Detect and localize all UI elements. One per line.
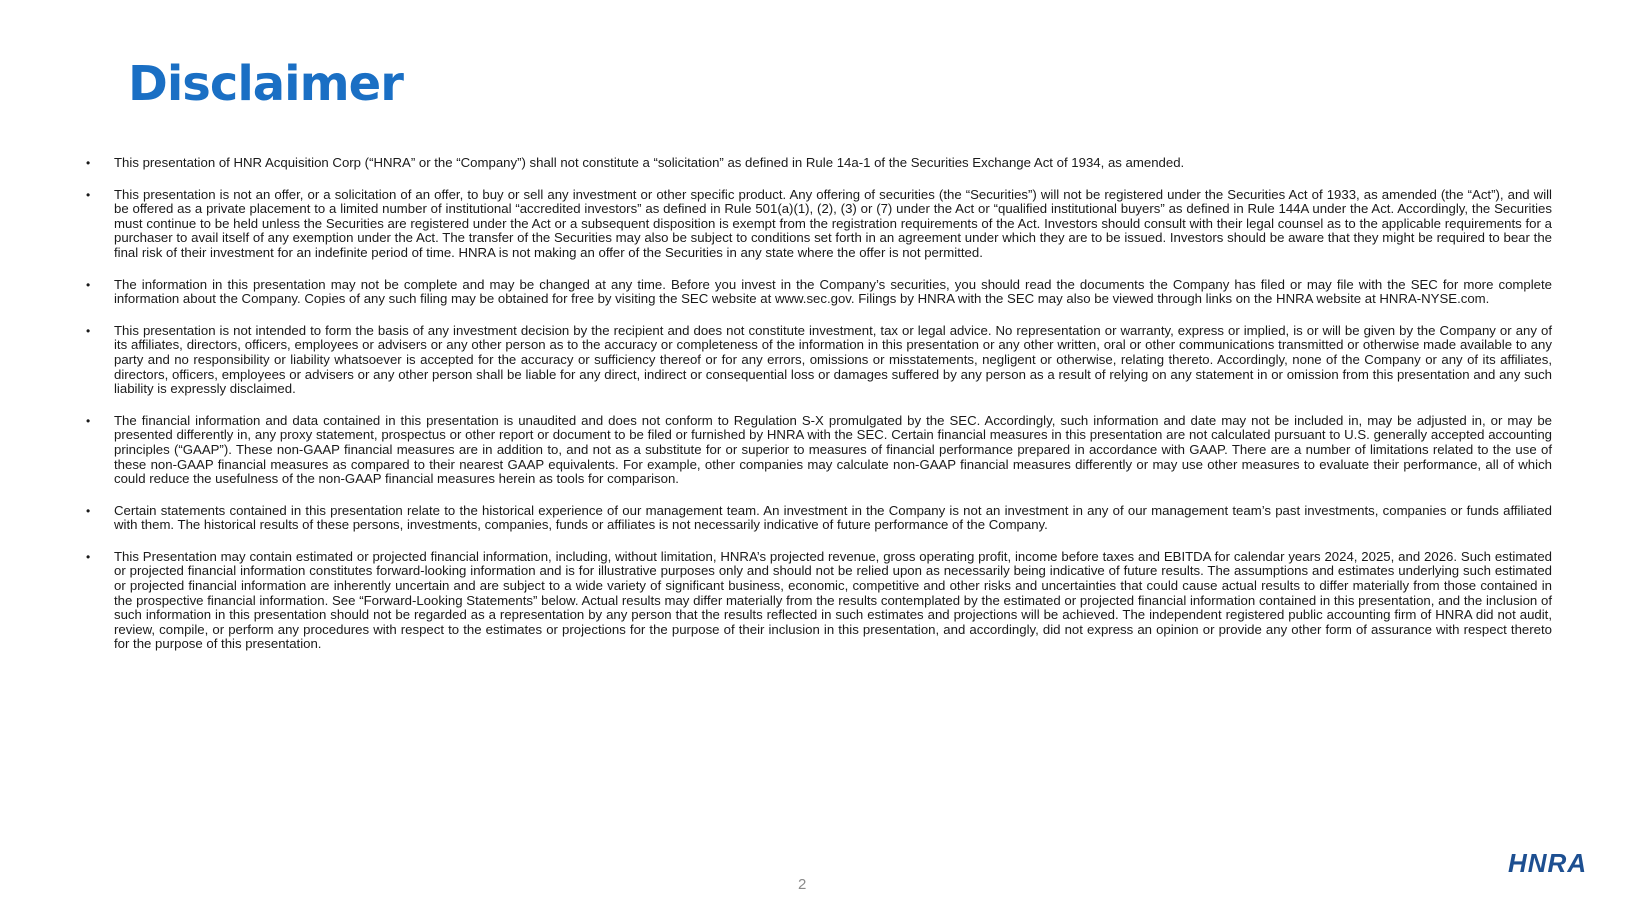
- list-item: [86, 414, 1552, 487]
- list-item: [86, 504, 1552, 533]
- disclaimer-text: Certain statements contained in this presentation relate to the historical experience of our management team. An investment in the Company is not an investment in any of our management team’s past investments, companies or funds affiliated with them. The historical results of these persons, investments, companies, funds or affiliates is not necessarily indicative of future performance of the Company.: [114, 502, 1552, 533]
- list-item: [86, 188, 1552, 261]
- bullet-icon: •: [86, 187, 91, 202]
- hnra-logo: HNRA: [1508, 848, 1588, 878]
- list-item: [86, 550, 1552, 652]
- list-item: [86, 156, 1552, 171]
- bullet-icon: •: [86, 323, 91, 338]
- disclaimer-text: The information in this presentation may not be complete and may be changed at any time. Before you invest in the Company’s securities, you should read the documents the Company has filed or may file with the SEC for more complete information about the Company. Copies of any such filing may be obtained for free by visiting the SEC website at www.sec.gov. Filings by HNRA with the SEC may also be viewed through links on the HNRA website at HNRA-NYSE.com.: [114, 276, 1552, 307]
- bullet-icon: •: [86, 156, 91, 170]
- page-number: 2: [798, 876, 807, 893]
- bullet-icon: •: [86, 549, 91, 564]
- list-item: [86, 278, 1552, 307]
- bullet-icon: •: [86, 503, 91, 518]
- list-item: [86, 324, 1552, 397]
- disclaimer-list: [86, 156, 1552, 669]
- bullet-icon: •: [86, 277, 91, 292]
- disclaimer-text: This Presentation may contain estimated or projected financial information, including, without limitation, HNRA’s projected revenue, gross operating profit, income before taxes and EBITDA for calendar years 2024, 2025, and 2026. Such estimated or projected financial information constitutes forward-looking information and is for illustrative purposes only and should not be relied upon as necessarily being indicative of future results. The assumptions and estimates underlying such estimated or projected financial information are inherently uncertain and are subject to a wide variety of significant business, economic, competitive and other risks and uncertainties that could cause actual results to differ materially from those contained in the prospective financial information. See “Forward-Looking Statements” below. Actual results may differ materially from the results contemplated by the estimated or projected financial information contained in this presentation, and the inclusion of such information in this presentation should not be regarded as a representation by any person that the results reflected in such estimates and projections will be achieved. The independent registered public accounting firm of HNRA did not audit, review, compile, or perform any procedures with respect to the estimates or projections for the purpose of their inclusion in this presentation, and accordingly, did not express an opinion or provide any other form of assurance with respect thereto for the purpose of this presentation.: [114, 548, 1552, 652]
- disclaimer-text: The financial information and data contained in this presentation is unaudited and does not conform to Regulation S-X promulgated by the SEC. Accordingly, such information and date may not be included in, may be adjusted in, or may be presented differently in, any proxy statement, prospectus or other report or document to be filed or furnished by HNRA with the SEC. Certain financial measures in this presentation are not calculated pursuant to U.S. generally accepted accounting principles (“GAAP”). These non-GAAP financial measures are in addition to, and not as a substitute for or superior to measures of financial performance prepared in accordance with GAAP. There are a number of limitations related to the use of these non-GAAP financial measures as compared to their nearest GAAP equivalents. For example, other companies may calculate non-GAAP financial measures differently or may use other measures to evaluate their performance, all of which could reduce the usefulness of the non-GAAP financial measures herein as tools for comparison.: [114, 412, 1552, 487]
- disclaimer-text: This presentation is not an offer, or a solicitation of an offer, to buy or sell any investment or other specific product. Any offering of securities (the “Securities”) will not be registered under the Securities Act of 1933, as amended (the “Act”), and will be offered as a private placement to a limited number of institutional “accredited investors” as defined in Rule 501(a)(1), (2), (3) or (7) under the Act or “qualified institutional buyers” as defined in Rule 144A under the Act. Accordingly, the Securities must continue to be held unless the Securities are registered under the Act or a subsequent disposition is exempt from the registration requirements of the Act. Investors should consult with their legal counsel as to the applicable requirements for a purchaser to avail itself of any exemption under the Act. The transfer of the Securities may also be subject to conditions set forth in an agreement under which they are to be issued. Investors should be aware that they might be required to bear the final risk of their investment for an indefinite period of time. HNRA is not making an offer of the Securities in any state where the offer is not permitted.: [114, 186, 1552, 260]
- bullet-icon: •: [86, 413, 91, 428]
- page-title: Disclaimer: [128, 56, 403, 112]
- disclaimer-text: This presentation of HNR Acquisition Corp (“HNRA” or the “Company”) shall not constitute a “solicitation” as defined in Rule 14a-1 of the Securities Exchange Act of 1934, as amended.: [114, 155, 1185, 170]
- disclaimer-text: This presentation is not intended to form the basis of any investment decision by the recipient and does not constitute investment, tax or legal advice. No representation or warranty, express or implied, is or will be given by the Company or any of its affiliates, directors, officers, employees or advisers or any other person as to the accuracy or completeness of the information in this presentation or any other written, oral or other communications transmitted or otherwise made available to any party and no responsibility or liability whatsoever is accepted for the accuracy or sufficiency thereof or for any errors, omissions or misstatements, negligent or otherwise, relating thereto. Accordingly, none of the Company or any of its affiliates, directors, officers, employees or advisers or any other person shall be liable for any direct, indirect or consequential loss or damages suffered by any person as a result of relying on any statement in or omission from this presentation and any such liability is expressly disclaimed.: [114, 322, 1552, 397]
